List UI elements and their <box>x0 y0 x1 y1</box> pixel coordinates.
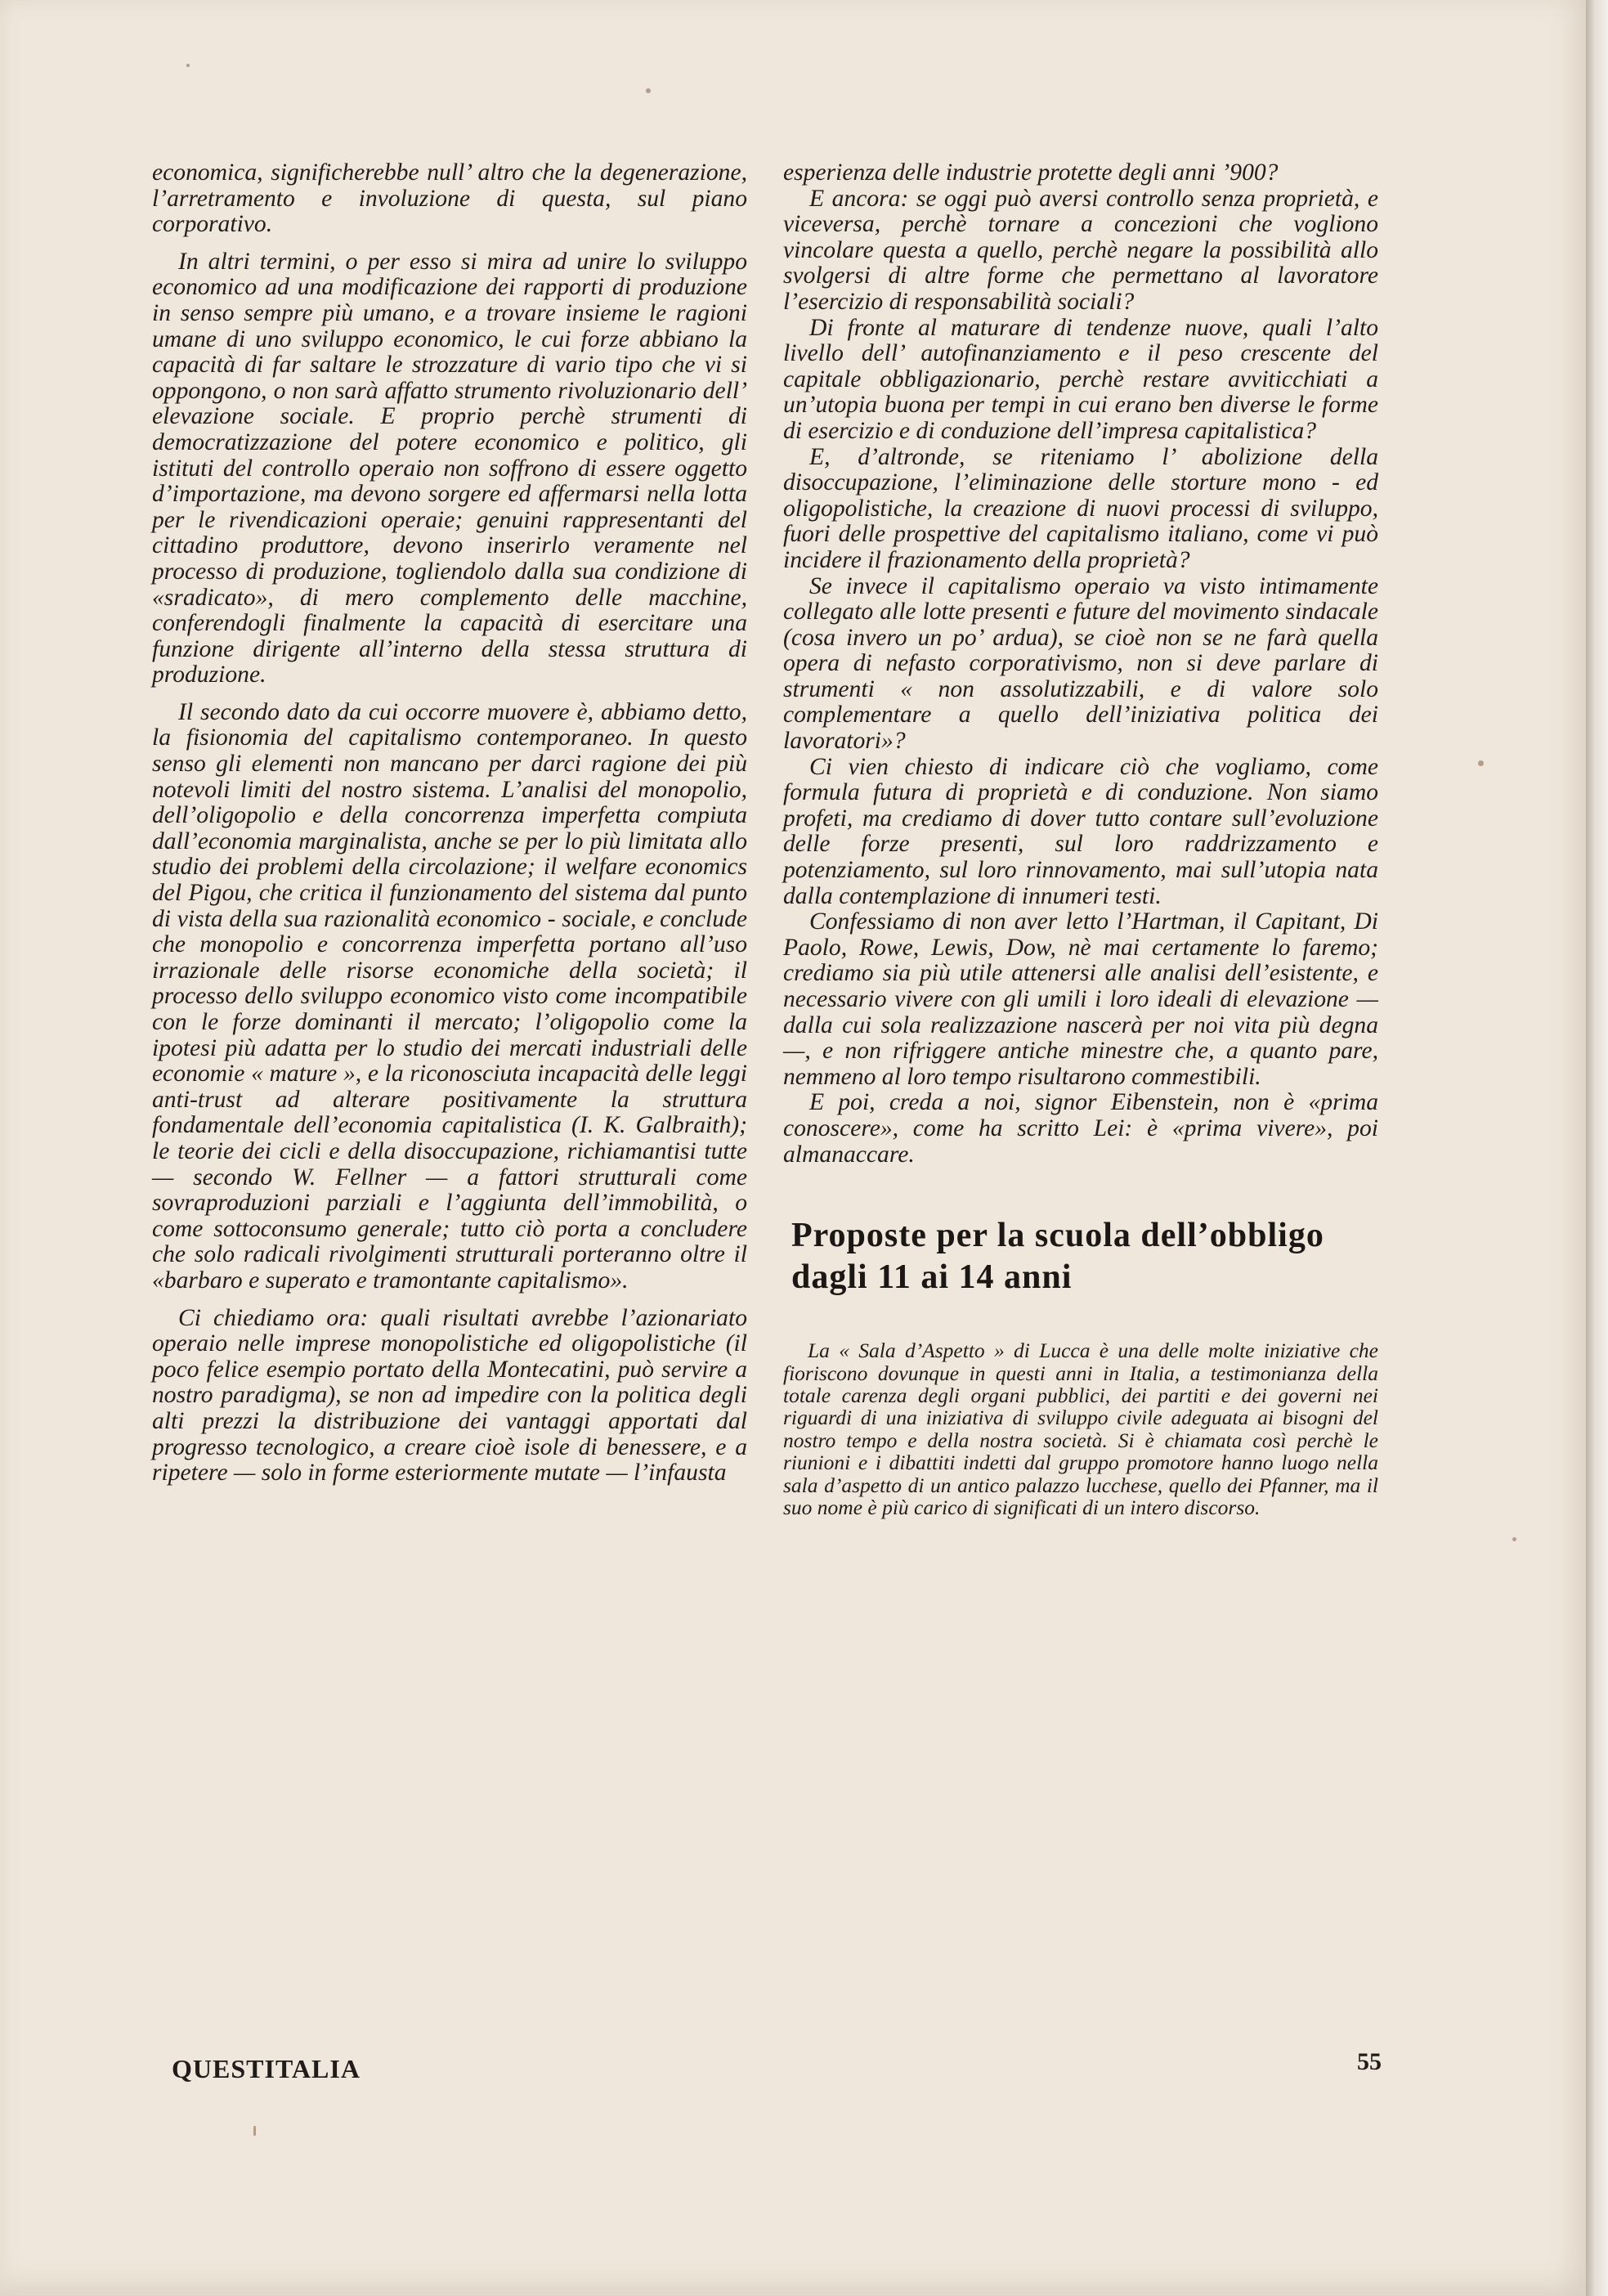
page-edge <box>1586 0 1608 2296</box>
paragraph: E, d’altronde, se riteniamo l’ abolizione della disoccupazione, l’eliminazione delle storture mono - ed oligopolistiche, la creazione di nuovi processi di sviluppo, fuori delle prospettive del capitalismo italiano, come vi può incidere il frazionamento della proprietà? <box>783 443 1378 573</box>
paragraph: La « Sala d’Aspetto » di Lucca è una delle molte iniziative che fioriscono dovunque in questi anni in Italia, a testimonianza della totale carenza degli organi pubblici, dei partiti e dei governi nei riguardi di una iniziativa di sviluppo civile adeguata ai bisogni del nostro tempo e della nostra società. Si è chiamata così perchè le riunioni e i dibattiti indetti dal gruppo promotore hanno luogo nella sala d’aspetto di un antico palazzo lucchese, quello dei Pfanner, ma il suo nome è più carico di significati di un intero discorso. <box>783 1339 1378 1519</box>
paragraph: Ci vien chiesto di indicare ciò che vogliamo, come formula futura di proprietà e di conduzione. Non siamo profeti, ma crediamo di dover tutto contare sull’evoluzione delle forze presenti, sul loro raddrizzamento e potenziamento, sul loro rinnovamento, mai sull’utopia nata dalla contemplazione di innumeri testi. <box>783 753 1378 909</box>
paragraph: Ci chiediamo ora: quali risultati avrebbe l’azionariato operaio nelle imprese monopolistiche ed oligopolistiche (il poco felice esempio portato della Montecatini, può servire a nostro paradigma), se non ad impedire con la politica degli alti prezzi la distribuzione dei vantaggi apportati dal progresso tecnologico, a creare cioè isole di benessere, e a ripetere — solo in forme esteriormente mutate — l’infausta <box>152 1304 747 1487</box>
paper-speck <box>646 88 651 93</box>
paragraph: Se invece il capitalismo operaio va visto intimamente collegato alle lotte presenti e future del movimento sindacale (cosa invero un po’ ardua), se cioè non se ne farà quella opera di nefasto corporativismo, non si deve parlare di strumenti « non assolutizzabili, e di valore solo complementare a quello dell’iniziativa politica dei lavoratori»? <box>783 572 1378 755</box>
article-title: Proposte per la scuola dell’obbligo dagli 11 ai 14 anni <box>791 1217 1324 1297</box>
left-text-column <box>152 160 747 1487</box>
paper-speck <box>186 64 190 67</box>
paragraph: esperienza delle industrie protette degli anni ’900? <box>783 159 1279 186</box>
article-intro <box>783 1339 1378 1518</box>
paragraph: economica, significherebbe null’ altro che la degenerazione, l’arretramento e involuzione di questa, sul piano corporativo. <box>152 159 747 238</box>
paragraph: Il secondo dato da cui occorre muovere è, abbiamo detto, la fisionomia del capitalismo contemporaneo. In questo senso gli elementi non mancano per darci ragione dei più notevoli limiti del nostro sistema. L’analisi del monopolio, dell’oligopolio e della concorrenza imperfetta compiuta dall’economia marginalista, anche se per lo più limitata allo studio dei problemi della circolazione; il welfare economics del Pigou, che critica il funzionamento del sistema dal punto di vista della sua razionalità economico - sociale, e conclude che monopolio e concorrenza imperfetta portano all’uso irrazionale delle risorse economiche della società; il processo dello sviluppo economico visto come incompatibile con le forze dominanti il mercato; l’oligopolio come la ipotesi più adatta per lo studio dei mercati industriali delle economie « mature », e la riconosciuta incapacità delle leggi anti-trust ad alterare positivamente la struttura fondamentale dell’economia capitalistica (I. K. Galbraith); le teorie dei cicli e della disoccupazione, richiamantisi tutte — secondo W. Fellner — a fattori strutturali come sovraproduzioni parziali e l’aggiunta dell’immobilità, o come sottoconsumo generale; tutto ciò porta a concludere che solo radicali rivolgimenti strutturali porteranno oltre il «barbaro e superato e tramontante capitalismo». <box>152 698 747 1294</box>
paper-speck <box>1512 1537 1516 1541</box>
paragraph: Confessiamo di non aver letto l’Hartman, il Capitant, Di Paolo, Rowe, Lewis, Dow, nè mai certamente lo faremo; crediamo sia più utile attenersi alle analisi dell’esistente, e necessario vivere con gli umili i loro ideali di elevazione — dalla cui sola realizzazione nascerà per noi vita più degna —, e non rifriggere antiche minestre che, a quanto pare, nemmeno al loro tempo risultarono commestibili. <box>783 908 1378 1090</box>
magazine-name: QUESTITALIA <box>172 2054 361 2083</box>
page-number: 55 <box>1357 2048 1382 2075</box>
paper-speck <box>253 2126 256 2136</box>
article-end <box>783 160 1378 1168</box>
paragraph: E ancora: se oggi può aversi controllo senza proprietà, e viceversa, perchè tornare a concezioni che vogliono vincolare questa a quello, perchè negare la possibilità allo svolgersi di altre forme che permettano al lavoratore l’esercizio di responsabilità sociali? <box>783 185 1378 315</box>
paragraph: E poi, creda a noi, signor Eibenstein, non è «prima conoscere», come ha scritto Lei: è «prima vivere», poi almanaccare. <box>783 1089 1378 1168</box>
right-text-column <box>783 160 1378 1518</box>
paragraph: Di fronte al maturare di tendenze nuove, quali l’alto livello dell’ autofinanziamento e il peso crescente del capitale obbligazionario, perchè restare avviticchiati a un’utopia buona per tempi in cui erano ben diverse le forme di esercizio e di conduzione dell’impresa capitalistica? <box>783 314 1378 444</box>
paragraph: In altri termini, o per esso si mira ad unire lo sviluppo economico ad una modificazione dei rapporti di produzione in senso sempre più umano, e a trovare insieme le ragioni umane di uno sviluppo economico, le cui forze abbiano la capacità di far saltare le strozzature di vario tipo che vi si oppongono, o non sarà affatto strumento rivoluzionario dell’ elevazione sociale. E proprio perchè strumenti di democratizzazione del potere economico e politico, gli istituti del controllo operaio non soffrono di essere oggetto d’importazione, ma devono sorgere ed affermarsi nella lotta per le rivendicazioni operaie; genuini rappresentanti del cittadino produttore, devono inserirlo veramente nel processo di produzione, togliendolo dalla sua condizione di «sradicato», di mero complemento delle macchine, conferendogli finalmente la capacità di esercitare una funzione dirigente all’interno della stessa struttura di produzione. <box>152 248 747 688</box>
paper-speck <box>1478 760 1484 766</box>
